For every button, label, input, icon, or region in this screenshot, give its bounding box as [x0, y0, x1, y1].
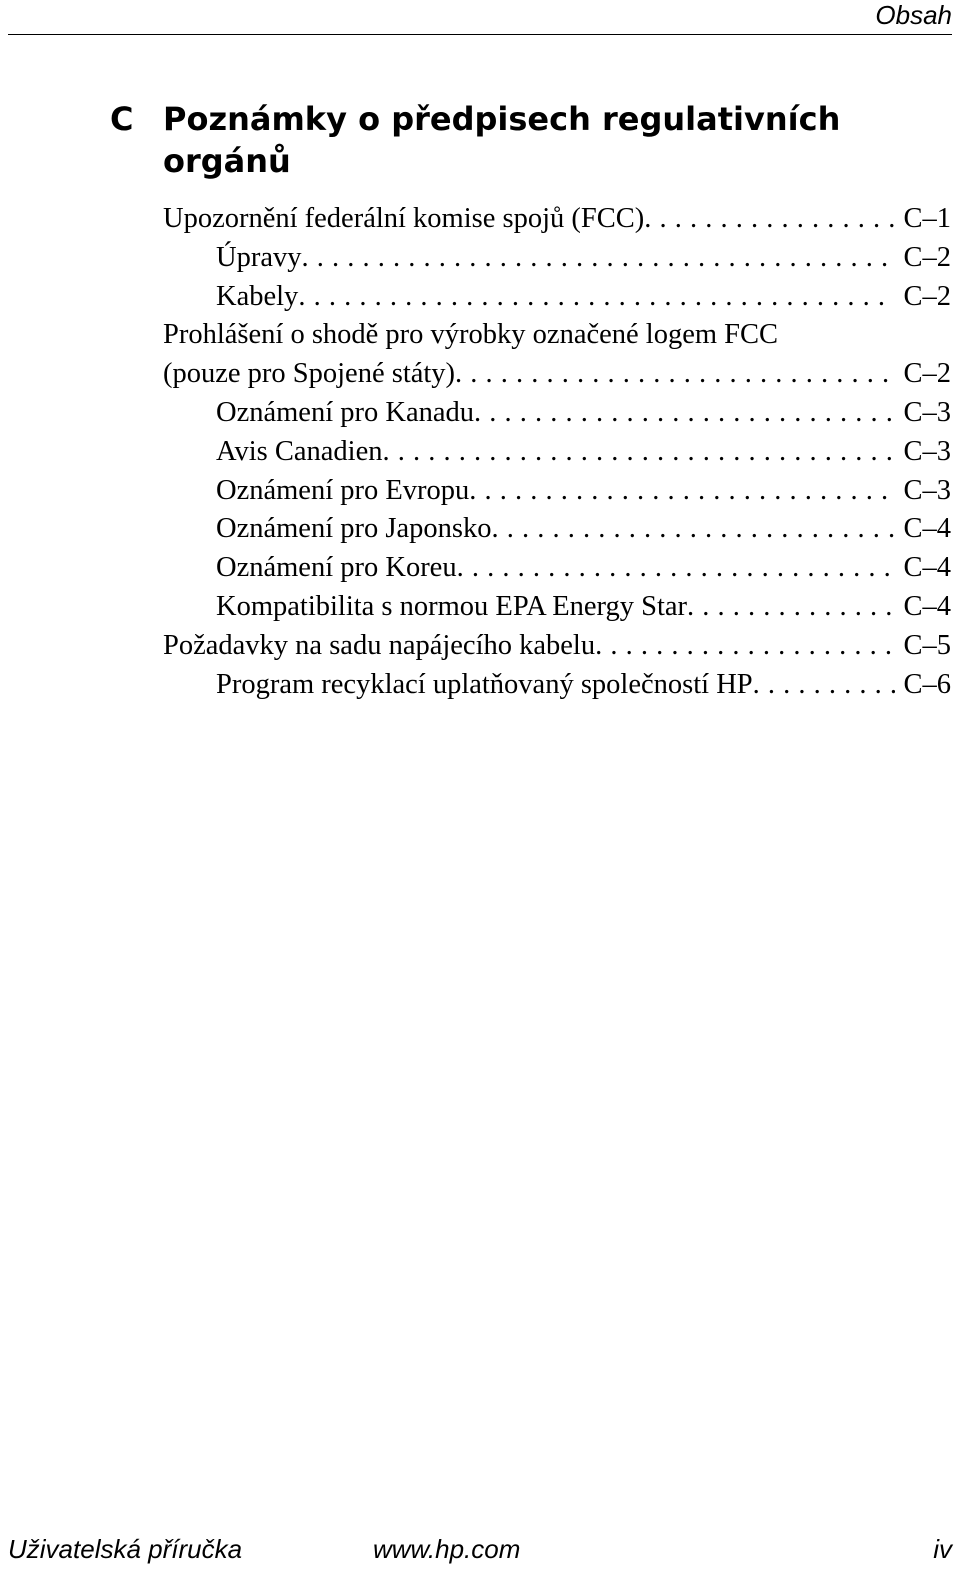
running-header-title: Obsah: [875, 0, 952, 30]
footer-website-link[interactable]: www.hp.com: [373, 1534, 521, 1564]
table-of-contents: [163, 200, 951, 704]
toc-page-number: C–3: [903, 396, 951, 428]
toc-entry-label: Oznámení pro Kanadu: [216, 396, 474, 428]
toc-entry-label: Oznámení pro Evropu: [216, 474, 470, 506]
toc-entry[interactable]: [163, 588, 951, 627]
toc-entry-label: Úpravy: [216, 241, 302, 273]
dot-leader: [469, 472, 895, 511]
footer-manual-title: Uživatelská příručka: [8, 1534, 243, 1564]
toc-entry-label: Program recyklací uplatňovaný společností HP: [216, 668, 753, 700]
header-rule: [8, 34, 952, 35]
toc-entry-label: Kompatibilita s normou EPA Energy Star: [216, 590, 688, 622]
dot-leader: [382, 433, 895, 472]
toc-page-number: C–2: [903, 241, 951, 273]
dot-leader: [644, 200, 895, 239]
toc-entry-label: Požadavky na sadu napájecího kabelu: [163, 629, 596, 661]
toc-entry[interactable]: [163, 549, 951, 588]
dot-leader: [753, 666, 896, 705]
toc-entry-label: Prohlášení o shodě pro výrobky označené logem FCC: [163, 319, 779, 351]
toc-entry[interactable]: [163, 200, 951, 239]
dot-leader: [491, 510, 895, 549]
toc-entry-label: Kabely: [216, 280, 299, 312]
toc-entry[interactable]: [163, 433, 951, 472]
toc-entry-label: Oznámení pro Japonsko: [216, 513, 492, 545]
dot-leader: [595, 627, 895, 666]
toc-page-number: C–4: [903, 590, 951, 622]
toc-page-number: C–2: [903, 358, 951, 390]
toc-page-number: C–1: [903, 203, 951, 234]
dot-leader: [687, 588, 895, 627]
toc-entry[interactable]: [163, 666, 951, 705]
dot-leader: [474, 394, 895, 433]
toc-entry[interactable]: [163, 627, 951, 666]
dot-leader: [455, 355, 895, 394]
toc-page-number: C–2: [903, 280, 951, 312]
toc-page-number: C–5: [903, 629, 951, 661]
chapter-title: Poznámky o předpisech regulativních orgánů: [163, 100, 841, 180]
chapter-letter: C: [110, 100, 134, 138]
toc-entry[interactable]: [163, 355, 951, 394]
footer-page-number: iv: [933, 1534, 952, 1564]
dot-leader: [301, 239, 895, 278]
toc-entry-label: Avis Canadien: [216, 435, 383, 467]
toc-page-number: C–4: [903, 513, 951, 545]
toc-page-number: C–4: [903, 552, 951, 584]
toc-entry-label: Oznámení pro Koreu: [216, 552, 457, 584]
toc-entry-label: Upozornění federální komise spojů (FCC): [163, 203, 645, 234]
toc-entry[interactable]: [163, 316, 951, 355]
toc-page-number: C–3: [903, 474, 951, 506]
toc-entry[interactable]: [163, 472, 951, 511]
toc-entry[interactable]: [163, 510, 951, 549]
toc-page-number: C–3: [903, 435, 951, 467]
dot-leader: [457, 549, 896, 588]
toc-entry[interactable]: [163, 239, 951, 278]
toc-page-number: C–6: [903, 668, 951, 700]
toc-entry-label: (pouze pro Spojené státy): [163, 358, 456, 390]
toc-entry[interactable]: [163, 394, 951, 433]
dot-leader: [298, 278, 895, 317]
toc-entry[interactable]: [163, 278, 951, 317]
